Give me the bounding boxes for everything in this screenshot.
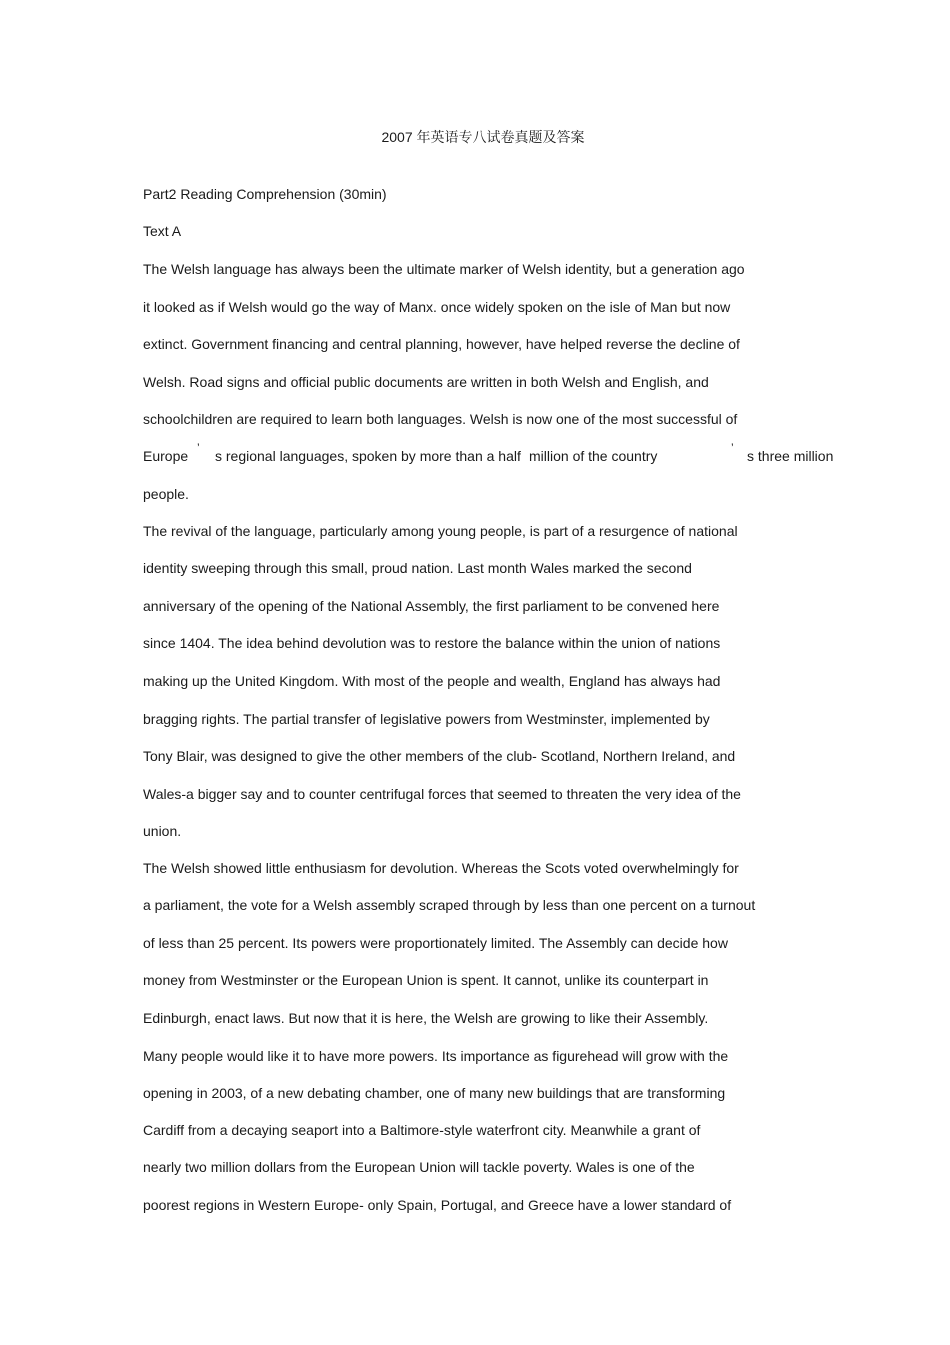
paragraph-line: extinct. Government financing and central planning, however, have helped reverse the decline of	[143, 336, 740, 352]
split-segment: million of the country	[529, 448, 658, 464]
paragraph-line: anniversary of the opening of the National Assembly, the first parliament to be convened here	[143, 598, 720, 614]
paragraph-line: bragging rights. The partial transfer of legislative powers from Westminster, implemented by	[143, 711, 710, 727]
paragraph-line: Wales-a bigger say and to counter centrifugal forces that seemed to threaten the very idea of the	[143, 786, 741, 802]
page-title: 2007 年英语专八试卷真题及答案	[381, 129, 585, 145]
split-segment: s three million	[747, 448, 834, 464]
paragraph-split-line	[143, 441, 843, 465]
paragraph-line: The Welsh language has always been the ultimate marker of Welsh identity, but a generation ago	[143, 261, 745, 277]
split-segment: s regional languages, spoken by more than a half	[215, 448, 521, 464]
paragraph-line: Welsh. Road signs and official public documents are written in both Welsh and English, and	[143, 374, 709, 390]
paragraph-line: Tony Blair, was designed to give the other members of the club- Scotland, Northern Ireland, and	[143, 748, 736, 764]
paragraph-line: money from Westminster or the European Union is spent. It cannot, unlike its counterpart in	[143, 972, 709, 988]
paragraph-line: it looked as if Welsh would go the way of Manx. once widely spoken on the isle of Man but now	[143, 299, 731, 315]
section-heading: Part2 Reading Comprehension (30min)	[143, 186, 387, 202]
paragraph-line: nearly two million dollars from the European Union will tackle poverty. Wales is one of the	[143, 1159, 695, 1175]
split-segment: Europe	[143, 448, 189, 464]
apostrophe-mark: ’	[197, 441, 200, 455]
text-label: Text A	[143, 223, 182, 239]
apostrophe-mark: ’	[731, 441, 734, 455]
paragraph-line: union.	[143, 823, 182, 839]
paragraph-line: opening in 2003, of a new debating chamber, one of many new buildings that are transforming	[143, 1085, 726, 1101]
paragraph-line: identity sweeping through this small, proud nation. Last month Wales marked the second	[143, 560, 692, 576]
paragraph-line: a parliament, the vote for a Welsh assembly scraped through by less than one percent on a turnout	[143, 897, 756, 913]
paragraph-line: of less than 25 percent. Its powers were proportionately limited. The Assembly can decide how	[143, 935, 728, 951]
paragraph-line: The Welsh showed little enthusiasm for devolution. Whereas the Scots voted overwhelmingly for	[143, 860, 739, 876]
paragraph-line: making up the United Kingdom. With most of the people and wealth, England has always had	[143, 673, 721, 689]
paragraph-line: since 1404. The idea behind devolution was to restore the balance within the union of nations	[143, 635, 721, 651]
paragraph-line: Many people would like it to have more powers. Its importance as figurehead will grow with the	[143, 1048, 729, 1064]
paragraph-line: Edinburgh, enact laws. But now that it is here, the Welsh are growing to like their Assembly.	[143, 1010, 709, 1026]
paragraph-line: people.	[143, 486, 189, 502]
paragraph-line: poorest regions in Western Europe- only Spain, Portugal, and Greece have a lower standard of	[143, 1197, 732, 1213]
paragraph-line: The revival of the language, particularly among young people, is part of a resurgence of national	[143, 523, 738, 539]
paragraph-line: Cardiff from a decaying seaport into a Baltimore-style waterfront city. Meanwhile a grant of	[143, 1122, 701, 1138]
paragraph-line: schoolchildren are required to learn both languages. Welsh is now one of the most successful of	[143, 411, 738, 427]
